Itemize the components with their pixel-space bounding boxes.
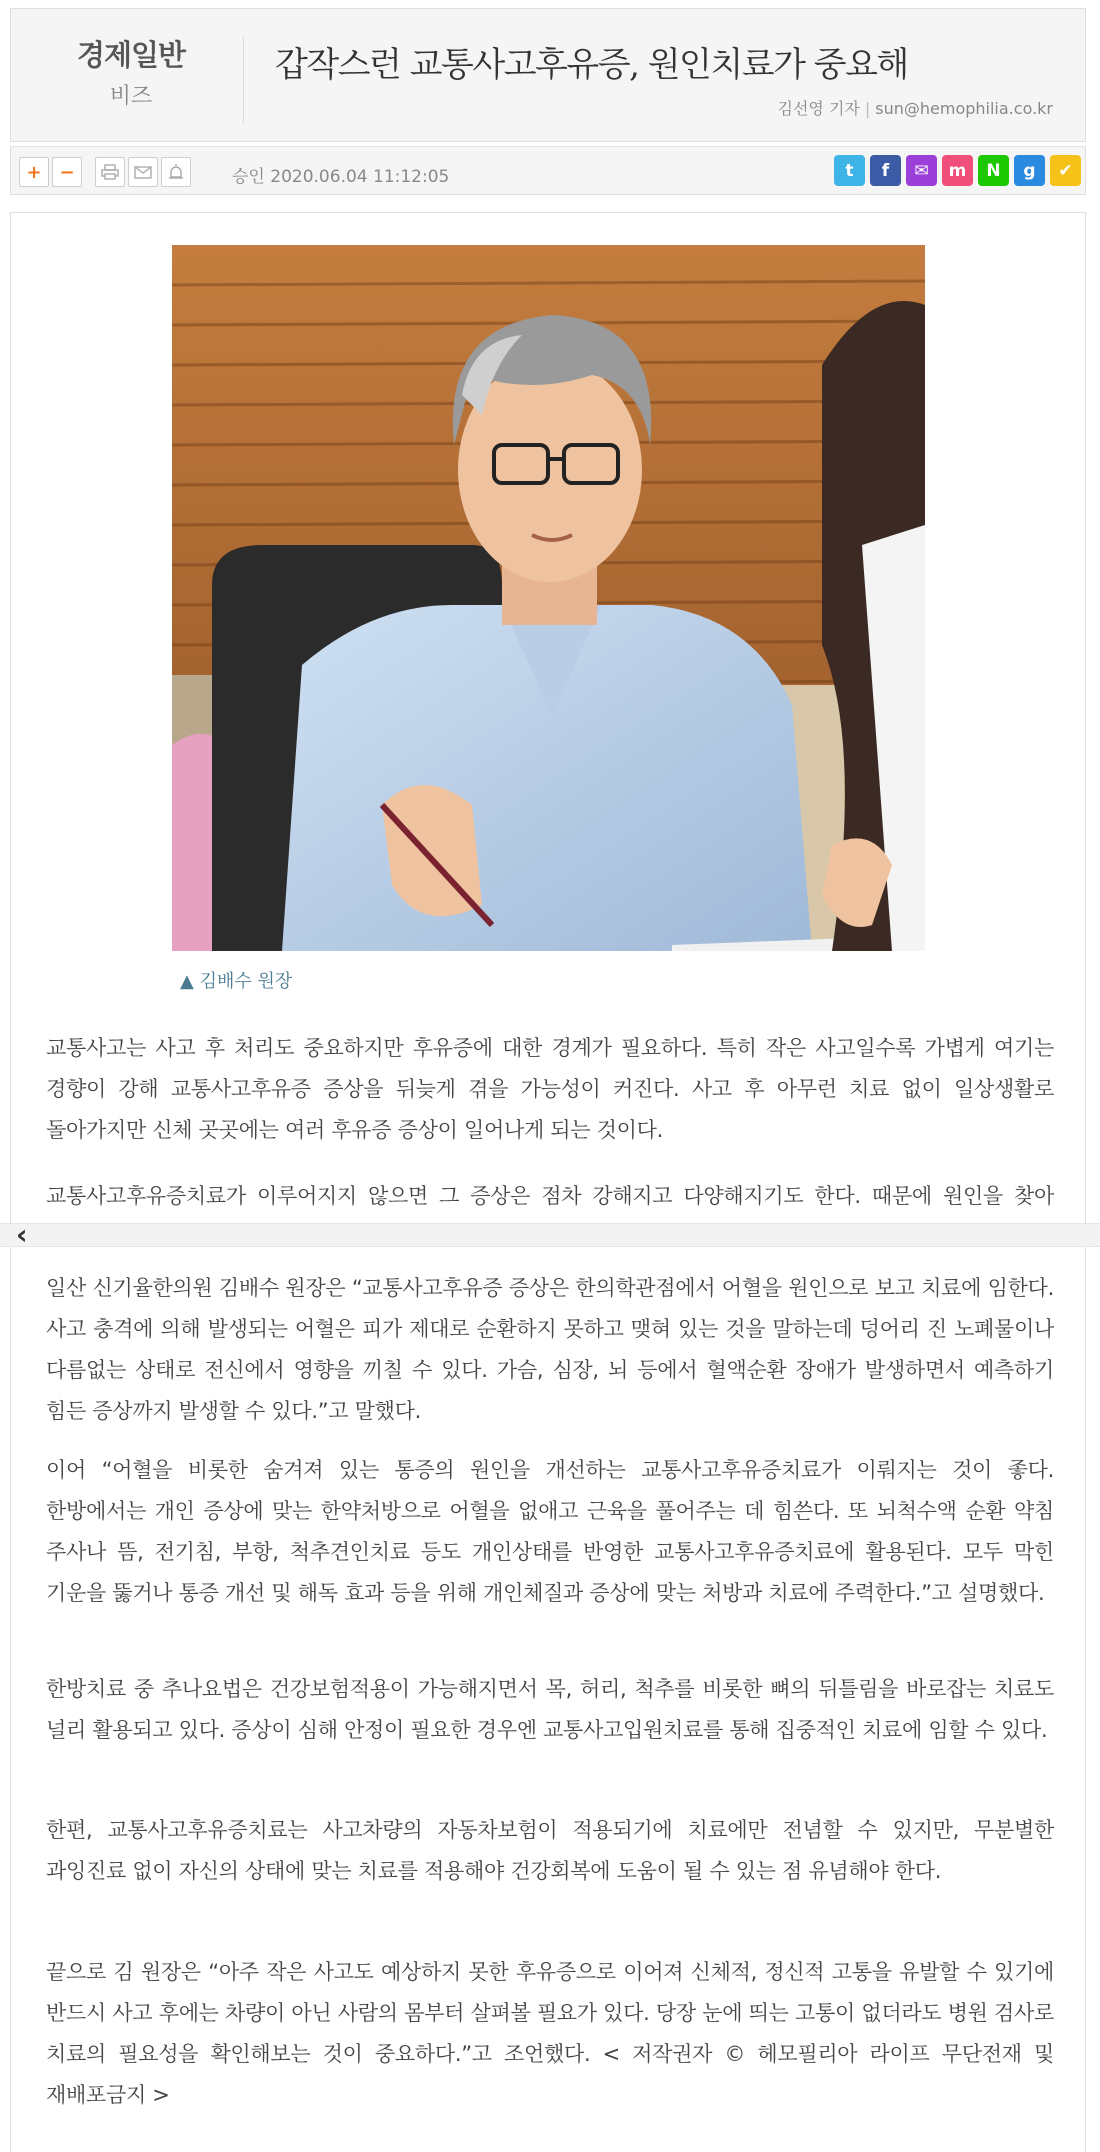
reporter-name: 김선영 기자 [777, 99, 860, 118]
print-icon [101, 164, 119, 180]
twitter-share-icon[interactable]: t [834, 155, 865, 186]
approval-label: 승인 [232, 167, 265, 187]
article-header [10, 8, 1086, 142]
reporter-email[interactable]: sun@hemophilia.co.kr [875, 99, 1053, 118]
mail-icon [134, 164, 152, 180]
section-name[interactable]: 경제일반 [76, 38, 186, 72]
partially-scrolled-region [0, 1176, 1100, 1223]
article-photo [172, 245, 925, 951]
report-button[interactable] [161, 157, 191, 187]
article-paragraph: 교통사고는 사고 후 처리도 중요하지만 후유증에 대한 경계가 필요하다. 특히 작은 사고일수록 가볍게 여기는 경향이 강해 교통사고후유증 증상을 뒤늦게 겪을 가능성이 커진다. 사고 후 아무런 치료 없이 일상생활로 돌아가지만 신체 곳곳에는 여러 후유증 증상이 일어나게 되는 것이다. [46, 1036, 1054, 1142]
byline [778, 96, 1054, 119]
article-paragraph: 교통사고후유증치료가 이루어지지 않으면 그 증상은 점차 강해지고 다양해지기도 한다. 때문에 원인을 찾아 [46, 1184, 1054, 1208]
approval-time: 2020.06.04 11:12:05 [270, 167, 450, 187]
google-plus-share-icon[interactable]: g [1014, 155, 1045, 186]
article-paragraph: 한편, 교통사고후유증치료는 사고차량의 자동차보험이 적용되기에 치료에만 전념할 수 있지만, 무분별한 과잉진료 없이 자신의 상태에 맞는 치료를 적용해야 건강회복에 도움이 될 수 있는 점 유념해야 한다. [46, 1818, 1054, 1883]
article-paragraph: 일산 신기율한의원 김배수 원장은 “교통사고후유증 증상은 한의학관점에서 어혈을 원인으로 보고 치료에 임한다. 사고 충격에 의해 발생되는 어혈은 피가 제대로 순환하지 못하고 맺혀 있는 것을 말하는데 덩어리 진 노폐물이나 다름없는 상태로 전신에서 영향을 끼칠 수 있다. 가슴, 심장, 뇌 등에서 혈액순환 장애가 발생하면서 예측하기 힘든 증상까지 발생할 수 있다.”고 말했다. [46, 1276, 1054, 1423]
facebook-share-icon[interactable]: f [870, 155, 901, 186]
article-paragraph: 한방치료 중 추나요법은 건강보험적용이 가능해지면서 목, 허리, 척추를 비롯한 뼈의 뒤틀림을 바로잡는 치료도 널리 활용되고 있다. 증상이 심해 안정이 필요한 경우엔 교통사고입원치료를 통해 집중적인 치료에 임할 수 있다. [46, 1677, 1054, 1742]
horizontal-scroll-strip[interactable] [0, 1218, 1100, 1251]
print-button[interactable] [95, 157, 125, 187]
band-share-icon[interactable]: ✔ [1050, 155, 1081, 186]
approval-datetime [232, 162, 449, 187]
kakao-story-share-icon[interactable]: ✉ [906, 155, 937, 186]
article-paragraph: 끝으로 김 원장은 “아주 작은 사고도 예상하지 못한 후유증으로 이어져 신체적, 정신적 고통을 유발할 수 있기에 반드시 사고 후에는 차량이 아닌 사람의 몸부터 살펴볼 필요가 있다. 당장 눈에 띄는 고통이 없더라도 병원 검사로 치료의 필요성을 확인해보는 것이 중요하다.”고 조언했다. < 저작권자 © 헤모필리아 라이프 무단전재 및 재배포금지 > [46, 1960, 1054, 2107]
subsection-name[interactable]: 비즈 [109, 83, 153, 109]
naver-share-icon[interactable]: N [978, 155, 1009, 186]
photo-caption: ▲ 김배수 원장 [180, 971, 293, 992]
article-title: 갑작스런 교통사고후유증, 원인치료가 중요해 [275, 45, 908, 85]
article-toolbar [10, 147, 1086, 195]
doctor-photo-illustration [172, 245, 925, 951]
section-block [31, 37, 231, 110]
font-decrease-button[interactable]: − [52, 157, 82, 187]
article-paragraph: 이어 “어혈을 비롯한 숨겨져 있는 통증의 원인을 개선하는 교통사고후유증치료가 이뤄지는 것이 좋다. 한방에서는 개인 증상에 맞는 한약처방으로 어혈을 없애고 근육을 풀어주는 데 힘쓴다. 또 뇌척수액 순환 약침 주사나 뜸, 전기침, 부항, 척추견인치료 등도 개인상태를 반영한 교통사고후유증치료에 활용된다. 모두 막힌 기운을 뚫거나 통증 개선 및 해독 효과 등을 위해 개인체질과 증상에 맞는 처방과 치료에 주력한다.”고 설명했다. [46, 1458, 1054, 1605]
font-increase-button[interactable]: + [19, 157, 49, 187]
byline-separator: | [864, 99, 871, 118]
header-divider [243, 37, 244, 123]
siren-icon [167, 164, 185, 180]
me2day-share-icon[interactable]: m [942, 155, 973, 186]
back-chevron-icon[interactable]: ‹ [16, 1218, 28, 1251]
email-article-button[interactable] [128, 157, 158, 187]
sns-share-bar [834, 155, 1081, 186]
